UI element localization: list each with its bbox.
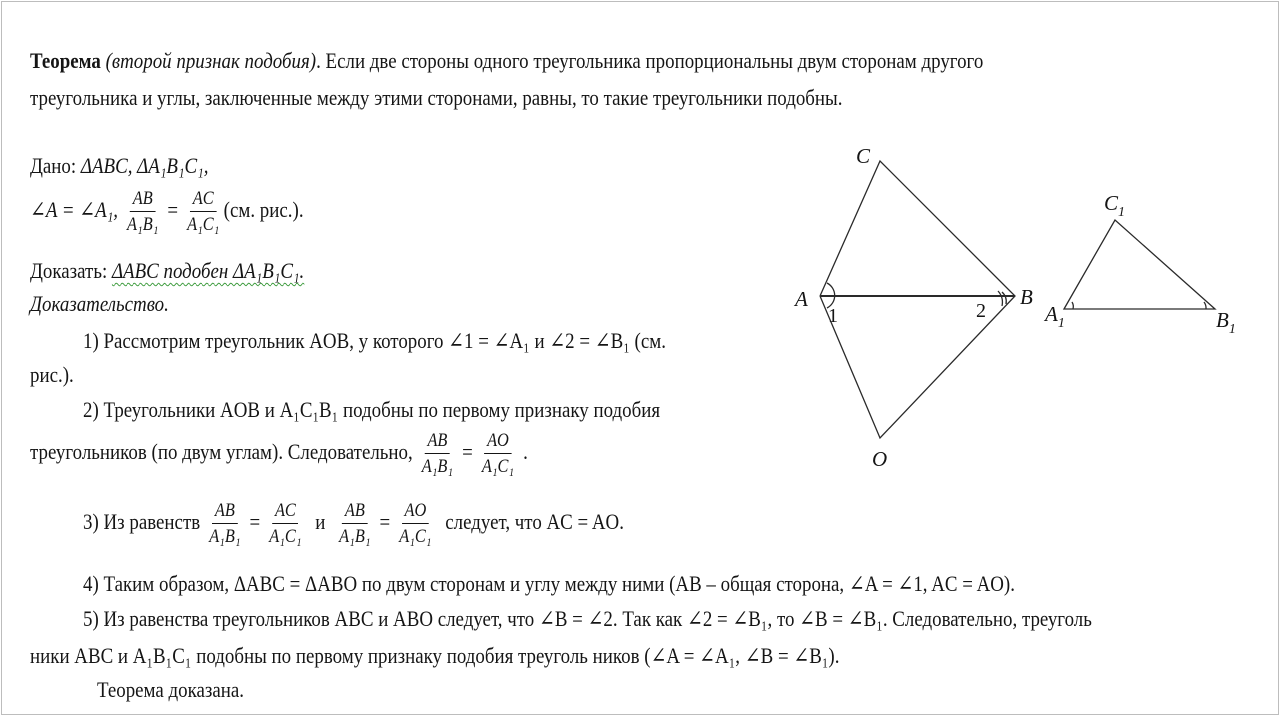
given-note: (см. рис.).: [223, 197, 304, 223]
step-2-fraction-1: $\frac{AB}{\text{A₁B₁}}$: [421, 430, 454, 477]
angle-mark-b1: [1204, 302, 1206, 309]
step-3-line: 3) Из равенств $\frac{AB}{\text{A₁B₁}}$ = $\frac{AC}{\text{A₁C₁}}$ и $\frac{AB}{\text{A₁B₁}}$ = $\frac{AO}{\text{A₁C₁}}$ следует, что AC = AO.: [83, 500, 624, 547]
label-b1: $B_1$: [1216, 308, 1236, 337]
step-5-line-b: ники ABC и A₁B₁C₁ подобны по первому признаку подобия треуголь ников (∠A = ∠A₁, ∠B = ∠B₁).: [30, 643, 840, 668]
label-angle-1: 1: [828, 305, 838, 327]
angle-mark-b-2: [998, 291, 1002, 306]
angle-mark-a1: [1072, 302, 1073, 309]
given-triangles: ΔABC, ΔA₁B₁C₁,: [80, 153, 209, 178]
step-2-line-a: 2) Треугольники AOB и A₁C₁B₁ подобны по первому признаку подобия: [83, 397, 661, 422]
step-3-fraction-2: $\frac{AC}{\text{A₁C₁}}$: [269, 500, 302, 547]
step-3-fraction-4: $\frac{AO}{\text{A₁C₁}}$: [399, 500, 432, 547]
label-c1: $C_1$: [1104, 191, 1126, 220]
step-2-fraction-2: $\frac{AO}{\text{A₁C₁}}$: [481, 430, 515, 477]
small-triangle-outline: [1064, 220, 1215, 309]
prove-label: Доказать:: [30, 258, 108, 283]
proof-label: Доказательство.: [30, 291, 169, 316]
given-fraction-2: $\frac{AC}{\text{A₁C₁}}$: [187, 188, 220, 235]
label-b: B: [1020, 285, 1033, 309]
step-1-line-a: 1) Рассмотрим треугольник AOB, у которого ∠1 = ∠A₁ и ∠2 = ∠B₁ (см.: [83, 328, 666, 353]
given-line-2: ∠A = ∠A₁, $\frac{AB}{\text{A₁B₁}}$ = $\frac{AC}{\text{A₁C₁}}$ (см. рис.).: [30, 188, 304, 235]
given-label: Дано:: [30, 153, 77, 178]
label-o: O: [872, 447, 888, 471]
step-3-fraction-3: $\frac{AB}{\text{A₁B₁}}$: [339, 500, 371, 547]
label-a1: $A_1$: [1045, 302, 1065, 331]
theorem-line-2: треугольника и углы, заключенные между этими сторонами, равны, то такие треугольники подобны.: [30, 85, 843, 110]
prove-statement: ΔABC подобен ΔA₁B₁C₁.: [111, 258, 305, 283]
step-4-line: 4) Таким образом, ΔABC = ΔABO по двум сторонам и углу между ними (AB – общая сторона, ∠A = ∠1, AC = AO).: [83, 571, 1015, 596]
theorem-subtitle: (второй признак подобия): [105, 48, 317, 73]
step-5-line-a: 5) Из равенства треугольников ABC и ABO следует, что ∠B = ∠2. Так как ∠2 = ∠B₁, то ∠B = ∠B₁. Следовательно, треуголь: [83, 606, 1092, 631]
step-1-line-b: рис.).: [30, 362, 74, 387]
given-fraction-1: $\frac{AB}{\text{A₁B₁}}$: [127, 188, 159, 235]
step-2-line-b: треугольников (по двум углам). Следовательно, $\frac{AB}{\text{A₁B₁}}$ = $\frac{AO}{\text{A₁C₁}}$ .: [30, 430, 528, 477]
theorem-text-1: . Если две стороны одного треугольника пропорциональны двум сторонам другого: [316, 48, 984, 73]
step-3-fraction-1: $\frac{AB}{\text{A₁B₁}}$: [209, 500, 241, 547]
theorem-proved: Теорема доказана.: [97, 677, 245, 702]
label-c: C: [856, 144, 871, 168]
given-angles: ∠A = ∠A₁,: [30, 197, 119, 223]
theorem-title: Теорема: [30, 48, 101, 73]
label-a: A: [795, 287, 808, 311]
label-angle-2: 2: [976, 300, 986, 322]
